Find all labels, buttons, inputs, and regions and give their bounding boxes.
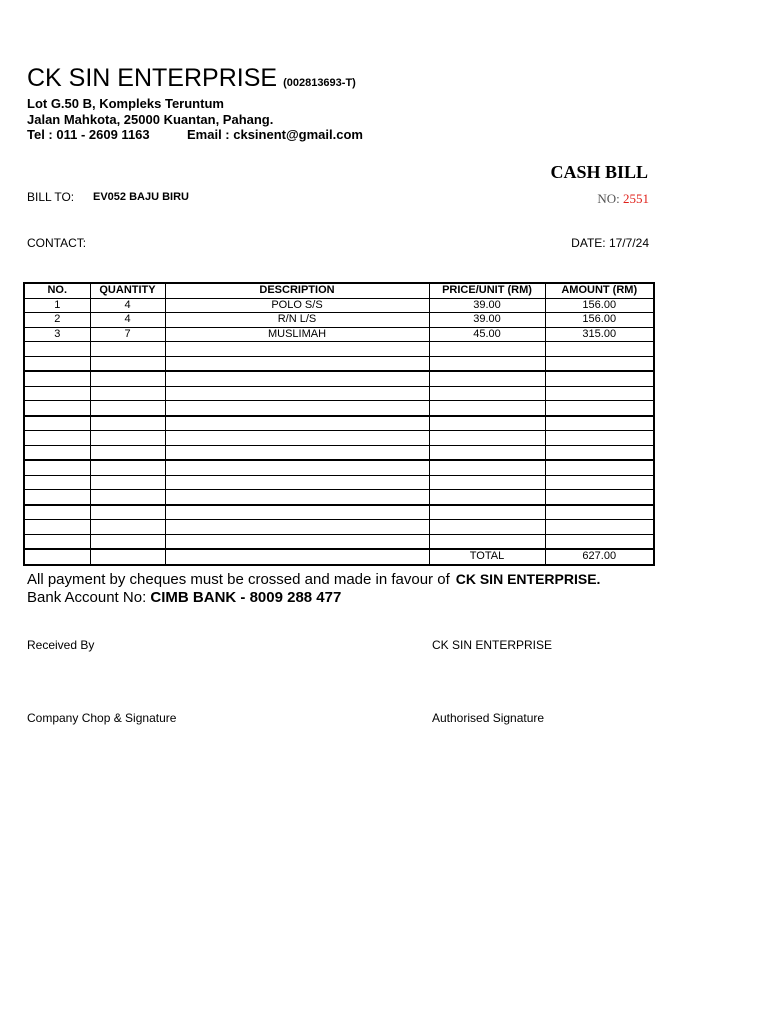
items-table bbox=[23, 282, 655, 566]
table-total-row bbox=[24, 549, 654, 565]
bill-date: DATE: 17/7/24 bbox=[571, 236, 649, 250]
payment-note-text: All payment by cheques must be crossed and made in favour of bbox=[27, 571, 450, 588]
bank-account-value: CIMB BANK - 8009 288 477 bbox=[150, 589, 342, 606]
company-email: Email : cksinent@gmail.com bbox=[187, 127, 363, 142]
col-header-price: PRICE/UNIT (RM) bbox=[429, 283, 545, 298]
cell-no: 3 bbox=[24, 327, 90, 342]
col-header-no: NO. bbox=[24, 283, 90, 298]
col-header-description: DESCRIPTION bbox=[165, 283, 429, 298]
cell-quantity: 4 bbox=[90, 313, 165, 328]
bill-number-label: NO: bbox=[597, 191, 620, 206]
table-row-empty bbox=[24, 371, 654, 386]
table-row-empty bbox=[24, 356, 654, 371]
table-row-empty bbox=[24, 460, 654, 475]
cell-amount: 315.00 bbox=[545, 327, 654, 342]
table-row-empty bbox=[24, 445, 654, 460]
company-sign-name: CK SIN ENTERPRISE bbox=[432, 638, 553, 652]
address-line-1: Lot G.50 B, Kompleks Teruntum bbox=[27, 96, 224, 111]
table-row bbox=[24, 327, 654, 342]
table-row-empty bbox=[24, 416, 654, 431]
cell-no: 2 bbox=[24, 313, 90, 328]
company-header bbox=[27, 64, 356, 93]
payment-note bbox=[27, 571, 600, 588]
cell-description: R/N L/S bbox=[165, 313, 429, 328]
bill-number-value: 2551 bbox=[623, 191, 649, 206]
cell-quantity: 4 bbox=[90, 298, 165, 313]
table-row-empty bbox=[24, 342, 654, 357]
document-title: CASH BILL bbox=[550, 162, 648, 182]
col-header-amount: AMOUNT (RM) bbox=[545, 283, 654, 298]
table-row-empty bbox=[24, 475, 654, 490]
bill-to-value: EV052 BAJU BIRU bbox=[93, 191, 189, 203]
bill-number bbox=[597, 191, 649, 207]
table-row-empty bbox=[24, 505, 654, 520]
table-row-empty bbox=[24, 534, 654, 549]
cell-quantity: 7 bbox=[90, 327, 165, 342]
bank-account bbox=[27, 589, 341, 606]
company-tel: Tel : 011 - 2609 1163 bbox=[27, 127, 150, 142]
total-amount: 627.00 bbox=[545, 549, 654, 565]
cell-description: MUSLIMAH bbox=[165, 327, 429, 342]
table-row-empty bbox=[24, 431, 654, 446]
cell-price: 39.00 bbox=[429, 298, 545, 313]
table-row bbox=[24, 298, 654, 313]
cell-amount: 156.00 bbox=[545, 298, 654, 313]
table-row bbox=[24, 313, 654, 328]
table-row-empty bbox=[24, 401, 654, 416]
received-by-label: Received By bbox=[27, 638, 95, 652]
cell-description: POLO S/S bbox=[165, 298, 429, 313]
contact-label: CONTACT: bbox=[27, 236, 87, 250]
cell-price: 39.00 bbox=[429, 313, 545, 328]
table-row-empty bbox=[24, 520, 654, 535]
total-label: TOTAL bbox=[429, 549, 545, 565]
payment-payee: CK SIN ENTERPRISE. bbox=[455, 571, 601, 587]
bank-account-label: Bank Account No: bbox=[27, 589, 147, 606]
col-header-quantity: QUANTITY bbox=[90, 283, 165, 298]
bill-to-label: BILL TO: bbox=[27, 190, 75, 204]
authorised-signature-label: Authorised Signature bbox=[432, 711, 545, 725]
company-reg-no: (002813693-T) bbox=[283, 77, 356, 89]
address-line-2: Jalan Mahkota, 25000 Kuantan, Pahang. bbox=[27, 112, 274, 127]
cell-amount: 156.00 bbox=[545, 313, 654, 328]
table-header-row bbox=[24, 283, 654, 298]
company-chop-label: Company Chop & Signature bbox=[27, 711, 177, 725]
cell-no: 1 bbox=[24, 298, 90, 313]
table-row-empty bbox=[24, 490, 654, 505]
table-row-empty bbox=[24, 386, 654, 401]
cell-price: 45.00 bbox=[429, 327, 545, 342]
company-name: CK SIN ENTERPRISE bbox=[27, 64, 278, 92]
